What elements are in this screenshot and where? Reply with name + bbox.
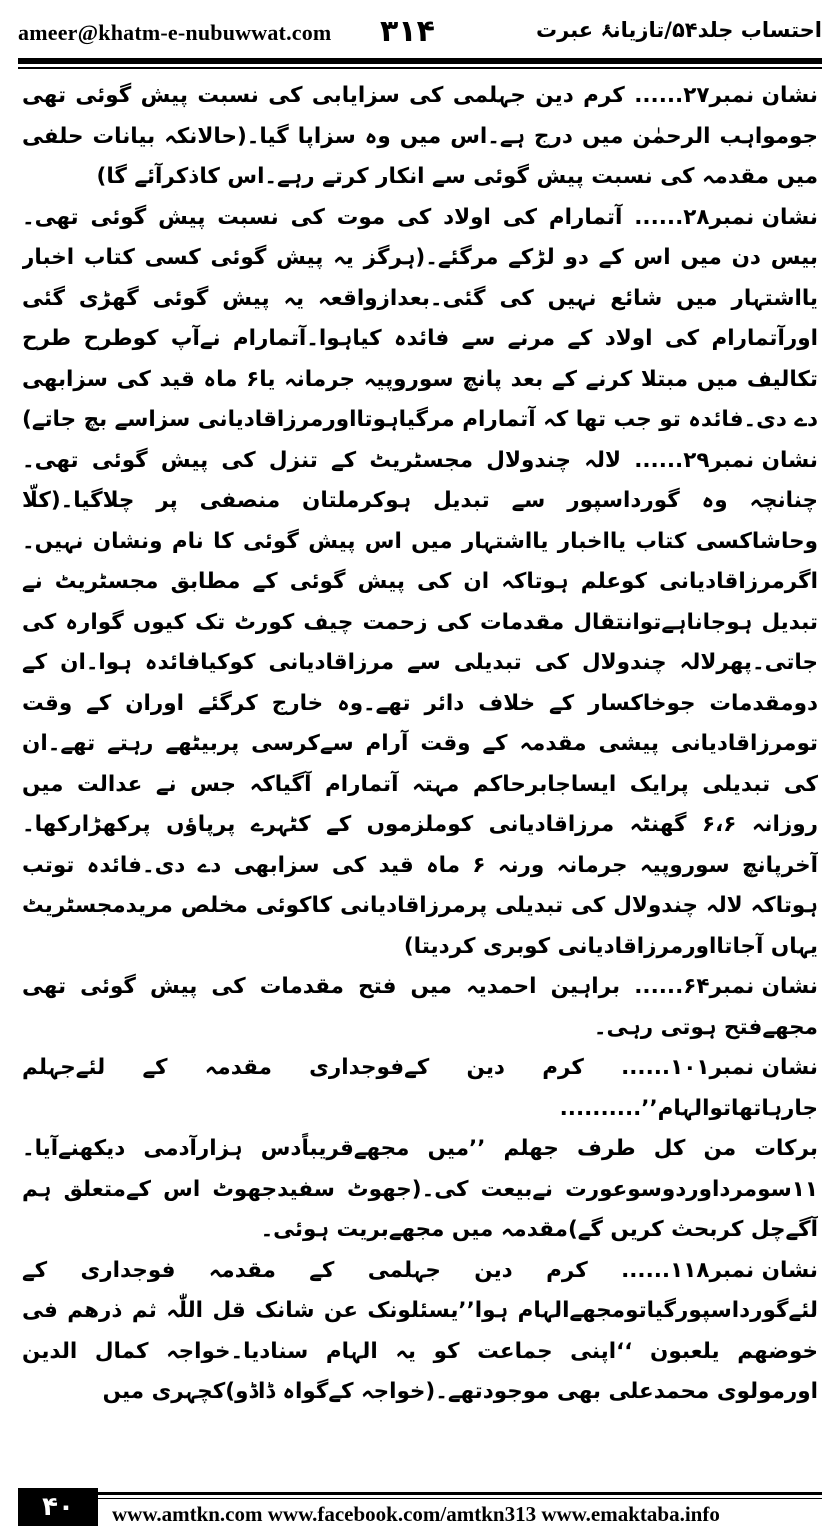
- footer-page-number: ۴۰: [18, 1488, 98, 1526]
- entry-text: آتمارام کی اولاد کی موت کی نسبت پیش گوئی تھی۔بیس دن میں اس کے دو لڑکے مرگئے۔(ہرگز یہ پیش گوئی کسی کتاب اخبار یااشتہار میں شائع نہیں کی گئی۔بعدازواقعہ یہ پیش گوئی گھڑی گئی اورآتمارام کی اولاد کے مرنے سے فائدہ کیاہوا۔آتمارام نےآپ کوطرح طرح تکالیف میں مبتلا کرنے کے بعد پانچ سوروپیہ جرمانہ یا۶ ماہ قید کی سزابھی دے دی۔فائدہ تو جب تھا کہ آتمارام مرگیاہوتااورمرزاقادیانی سزاسے بچ جاتے): [22, 204, 818, 432]
- entry-label: نشان نمبر۲۸......: [634, 204, 818, 230]
- entry-continuation: برکات من کل طرف جھلم ’’میں مجھےقریباًدس ہزارآدمی دیکھنےآیا۔۱۱سومرداوردوسوعورت نےبیعت کی۔(جھوٹ سفیدجھوٹ اس کےمتعلق ہم آگےچل کربحث کریں گے)مقدمہ میں مجھےبریت ہوئی۔: [22, 1136, 818, 1242]
- entry-label: نشان نمبر۱۱۸......: [621, 1257, 818, 1283]
- entry-paragraph: [22, 967, 818, 1048]
- entry-label: نشان نمبر۱۰۱......: [621, 1055, 818, 1080]
- entry-text: براہین احمدیہ میں فتح مقدمات کی پیش گوئی تھی مجھےفتح ہوتی رہی۔: [22, 974, 818, 1040]
- entry-text: کرم دین کےفوجداری مقدمہ کے لئےجہلم جارہاتھاتوالہام’’..........: [22, 1055, 818, 1121]
- header-rule-thick: [18, 58, 822, 64]
- page-body: [22, 76, 818, 1476]
- page-header: [18, 14, 822, 54]
- footer-rule-thick: [98, 1492, 822, 1495]
- footer-rule-thin: [98, 1498, 822, 1499]
- entry-paragraph: [22, 198, 818, 441]
- entry-paragraph: [22, 1251, 818, 1413]
- entry-label: نشان نمبر۶۴......: [634, 974, 818, 999]
- entry-paragraph: [22, 1048, 818, 1129]
- entry-text: کرم دین جہلمی کے مقدمہ فوجداری کے لئےگورداسپورگیاتومجھےالہام ہوا’’یسئلونک عن شانک قل اللّٰہ ثم ذرھم فی خوضھم یلعبون ‘‘اپنی جماعت کو یہ الہام سنادیا۔خواجہ کمال الدین اورمولوی محمدعلی بھی موجودتھے۔(خواجہ کےگواہ ڈاڈو)کچہری میں: [22, 1257, 818, 1404]
- entry-text: لالہ چندولال مجسٹریٹ کے تنزل کی پیش گوئی تھی۔چنانچہ وہ گورداسپور سے تبدیل ہوکرملتان منصفی پر چلاگیا۔(کلّا وحاشاکسی کتاب یااخبار یااشتہار میں اس پیش گوئی کا نام ونشان نہیں۔اگرمرزاقادیانی کوعلم ہوتاکہ ان کی پیش گوئی کے مطابق مجسٹریٹ نے تبدیل ہوجاناہےتوانتقال مقدمات کی زحمت چیف کورٹ تک کیوں گوارہ کی جاتی۔پھرلالہ چندولال کی تبدیلی سے مرزاقادیانی کوکیافائدہ ہوا۔ان کے دومقدمات جوخاکسار کے خلاف دائر تھے۔وہ خارج کرگئے اوران کے وقت تومرزاقادیانی پیشی مقدمہ کے وقت آرام سےکرسی پربیٹھے رہتے تھے۔ان کی تبدیلی پرایک ایساجابرحاکم مہتہ آتمارام آگیاکہ جس نے عدالت میں روزانہ ۶،۶ گھنٹہ مرزاقادیانی کوملزموں کے کٹہرے پرپاؤں پرکھڑارکھا۔آخرپانچ سوروپیہ جرمانہ ورنہ ۶ ماہ قید کی سزابھی دے دی۔فائدہ توتب ہوتاکہ لالہ چندولال کی تبدیلی پرمرزاقادیانی کاکوئی مخلص مریدمجسٹریٹ یہاں آجاتااورمرزاقادیانی کوبری کردیتا): [22, 447, 818, 959]
- entry-paragraph: [22, 441, 818, 968]
- entry-text: کرم دین جہلمی کی سزایابی کی نسبت پیش گوئی تھی جومواہب الرحمٰن میں درج ہے۔اس میں وہ سزاپا گیا۔(حالانکہ بیانات حلفی میں مقدمہ کی نسبت پیش گوئی سے انکار کرتے رہے۔اس کاذکرآئے گا): [22, 83, 818, 189]
- page-footer: [0, 1482, 840, 1540]
- entry-label: نشان نمبر۲۷......: [634, 83, 818, 108]
- header-email: ameer@khatm-e-nubuwwat.com: [18, 20, 332, 45]
- entry-label: نشان نمبر۲۹......: [634, 447, 818, 473]
- footer-links: www.amtkn.com www.facebook.com/amtkn313 www.emaktaba.info: [112, 1502, 720, 1526]
- header-page-number: ۳۱۴: [380, 14, 435, 49]
- entry-paragraph: [22, 76, 818, 198]
- header-rule-thin: [18, 67, 822, 69]
- header-book-title: احتساب جلد۵۴/تازیانۂ عبرت: [536, 18, 822, 42]
